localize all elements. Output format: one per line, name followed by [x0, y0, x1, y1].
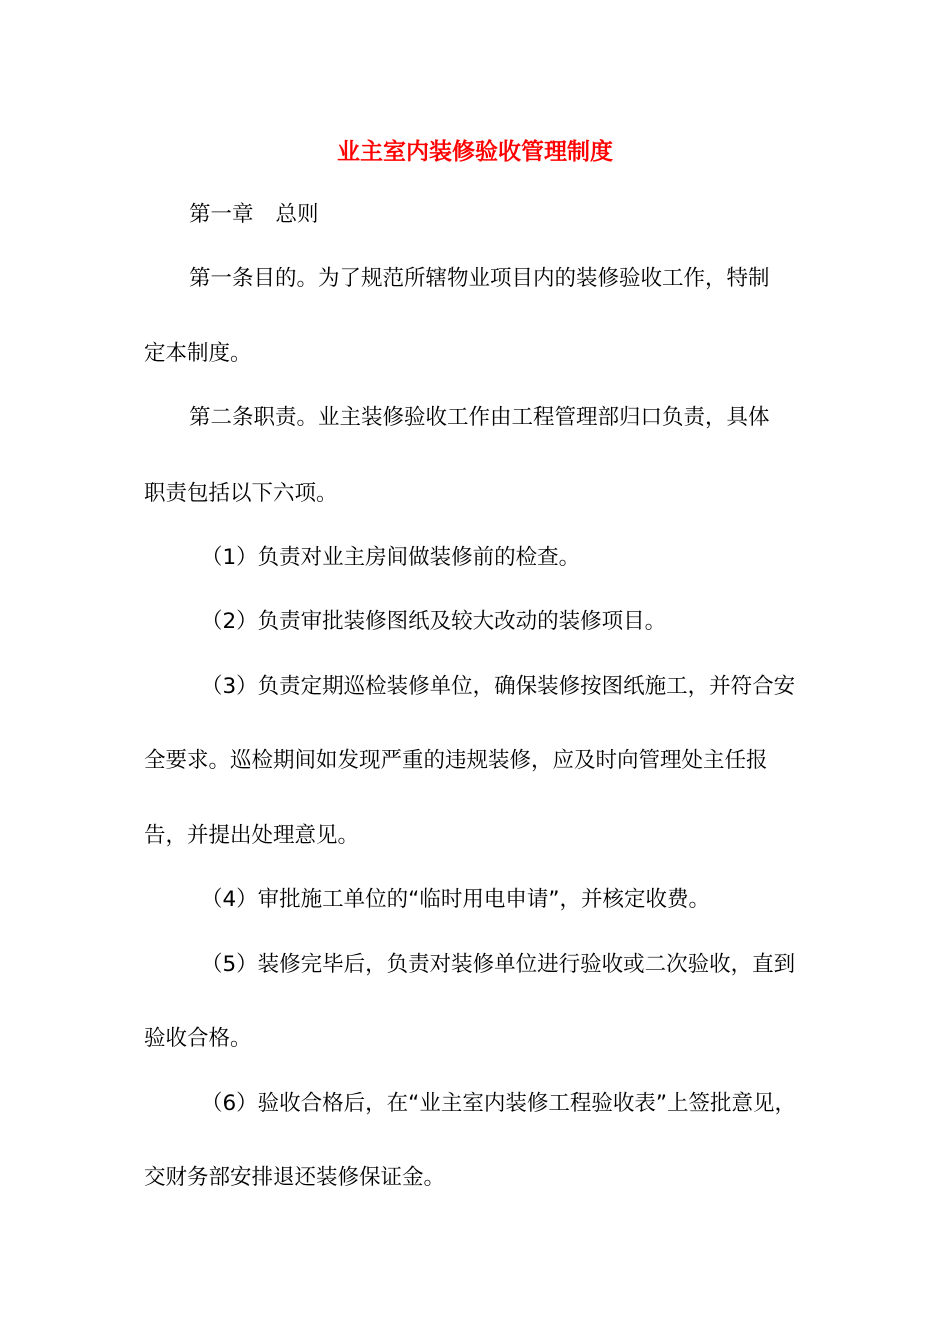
article-1-line-1: 第一条目的。为了规范所辖物业项目内的装修验收工作，特制 [189, 266, 770, 291]
duty-item-6-line-1: （6）验收合格后，在“业主室内装修工程验收表”上签批意见， [201, 1091, 796, 1116]
chapter-heading [189, 200, 319, 230]
article-2-line-1: 第二条职责。业主装修验收工作由工程管理部归口负责，具体 [189, 405, 770, 430]
duty-item-3-line-2: 全要求。巡检期间如发现严重的违规装修，应及时向管理处主任报 [144, 748, 768, 773]
duty-item-6-line-2: 交财务部安排退还装修保证金。 [144, 1165, 446, 1190]
duty-item-4: （4）审批施工单位的“临时用电申请”，并核定收费。 [201, 887, 710, 912]
article-1-line-2: 定本制度。 [144, 341, 252, 366]
duty-item-2: （2）负责审批装修图纸及较大改动的装修项目。 [201, 609, 667, 634]
duty-item-5-line-1: （5）装修完毕后，负责对装修单位进行验收或二次验收，直到 [201, 952, 796, 977]
chapter-number: 第一章 [189, 202, 254, 227]
article-2-line-2: 职责包括以下六项。 [144, 481, 338, 506]
duty-item-3-line-1: （3）负责定期巡检装修单位，确保装修按图纸施工，并符合安 [201, 674, 796, 699]
document-title: 业主室内装修验收管理制度 [337, 139, 613, 165]
duty-item-3-line-3: 告，并提出处理意见。 [144, 823, 360, 848]
duty-item-1: （1）负责对业主房间做装修前的检查。 [201, 545, 581, 570]
duty-item-5-line-2: 验收合格。 [144, 1026, 252, 1051]
chapter-name: 总则 [275, 202, 319, 227]
